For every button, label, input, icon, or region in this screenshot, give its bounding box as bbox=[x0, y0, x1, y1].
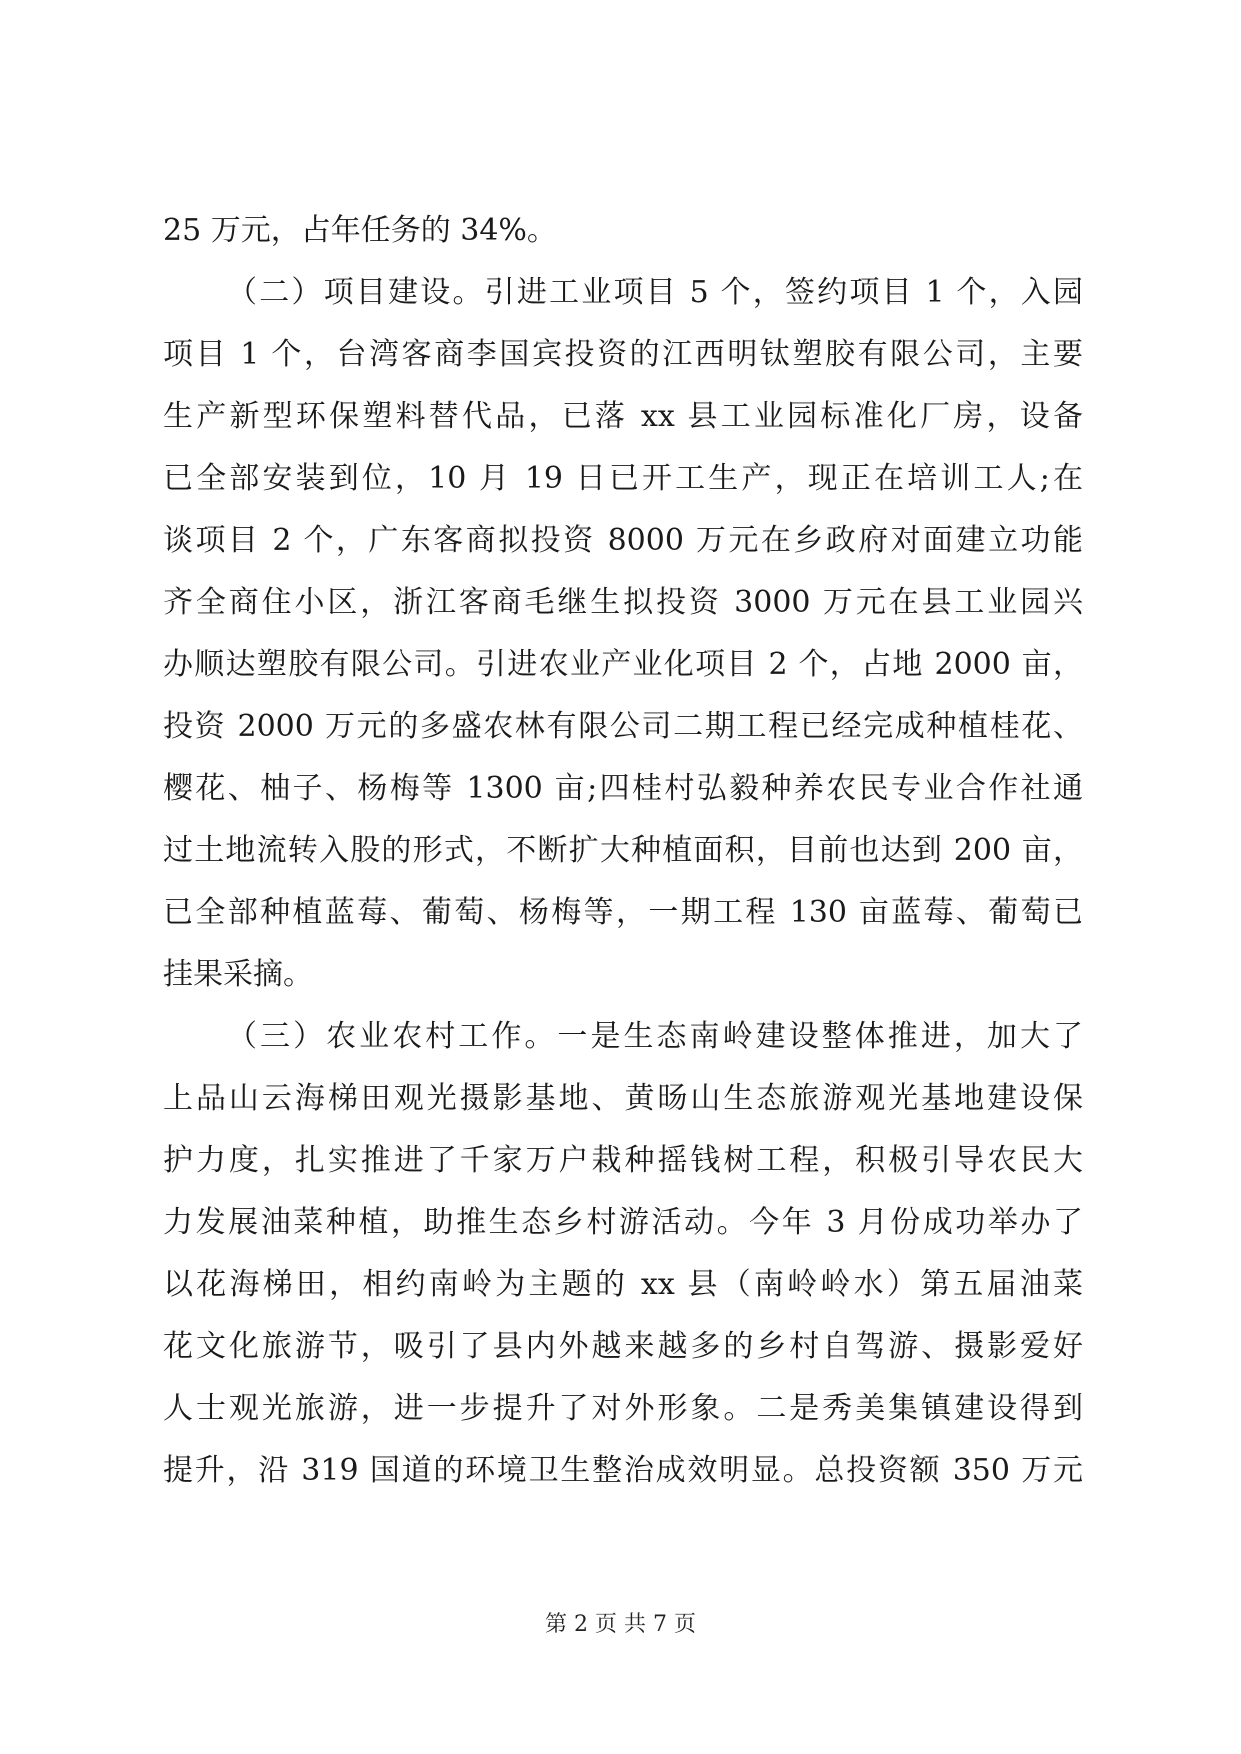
text-line: 上品山云海梯田观光摄影基地、黄旸山生态旅游观光基地建设保 bbox=[163, 1081, 1083, 1116]
text-line: 提升，沿 319 国道的环境卫生整治成效明显。总投资额 350 万元 bbox=[163, 1453, 1083, 1488]
text-line: 人士观光旅游，进一步提升了对外形象。二是秀美集镇建设得到 bbox=[163, 1391, 1083, 1426]
text-line: 护力度，扎实推进了千家万户栽种摇钱树工程，积极引导农民大 bbox=[163, 1143, 1083, 1178]
text-line: 办顺达塑胶有限公司。引进农业产业化项目 2 个，占地 2000 亩， bbox=[163, 647, 1083, 682]
text-line: 花文化旅游节，吸引了县内外越来越多的乡村自驾游、摄影爱好 bbox=[163, 1329, 1083, 1364]
body-text bbox=[163, 200, 1083, 1502]
text-line: 投资 2000 万元的多盛农林有限公司二期工程已经完成种植桂花、 bbox=[163, 709, 1083, 744]
text-line: 挂果采摘。 bbox=[163, 957, 313, 992]
text-line: 齐全商住小区，浙江客商毛继生拟投资 3000 万元在县工业园兴 bbox=[163, 585, 1083, 620]
text-line: 项目 1 个，台湾客商李国宾投资的江西明钛塑胶有限公司，主要 bbox=[163, 337, 1083, 372]
text-line: 以花海梯田，相约南岭为主题的 xx 县（南岭岭水）第五届油菜 bbox=[163, 1267, 1083, 1302]
text-line: 樱花、柚子、杨梅等 1300 亩;四桂村弘毅种养农民专业合作社通 bbox=[163, 771, 1083, 806]
text-line: 已全部安装到位，10 月 19 日已开工生产，现正在培训工人;在 bbox=[163, 461, 1083, 496]
text-line: 力发展油菜种植，助推生态乡村游活动。今年 3 月份成功举办了 bbox=[163, 1205, 1083, 1240]
page-number-footer: 第 2 页 共 7 页 bbox=[545, 1612, 696, 1637]
text-line: 过土地流转入股的形式，不断扩大种植面积，目前也达到 200 亩， bbox=[163, 833, 1083, 868]
text-line: 谈项目 2 个，广东客商拟投资 8000 万元在乡政府对面建立功能 bbox=[163, 523, 1083, 558]
text-line: 已全部种植蓝莓、葡萄、杨梅等，一期工程 130 亩蓝莓、葡萄已 bbox=[163, 895, 1083, 930]
text-line: 生产新型环保塑料替代品，已落 xx 县工业园标准化厂房，设备 bbox=[163, 399, 1083, 434]
text-line: 25 万元，占年任务的 34%。 bbox=[163, 213, 557, 248]
text-line: （三）农业农村工作。一是生态南岭建设整体推进，加大了 bbox=[227, 1019, 1083, 1054]
text-line: （二）项目建设。引进工业项目 5 个，签约项目 1 个，入园 bbox=[227, 275, 1083, 310]
